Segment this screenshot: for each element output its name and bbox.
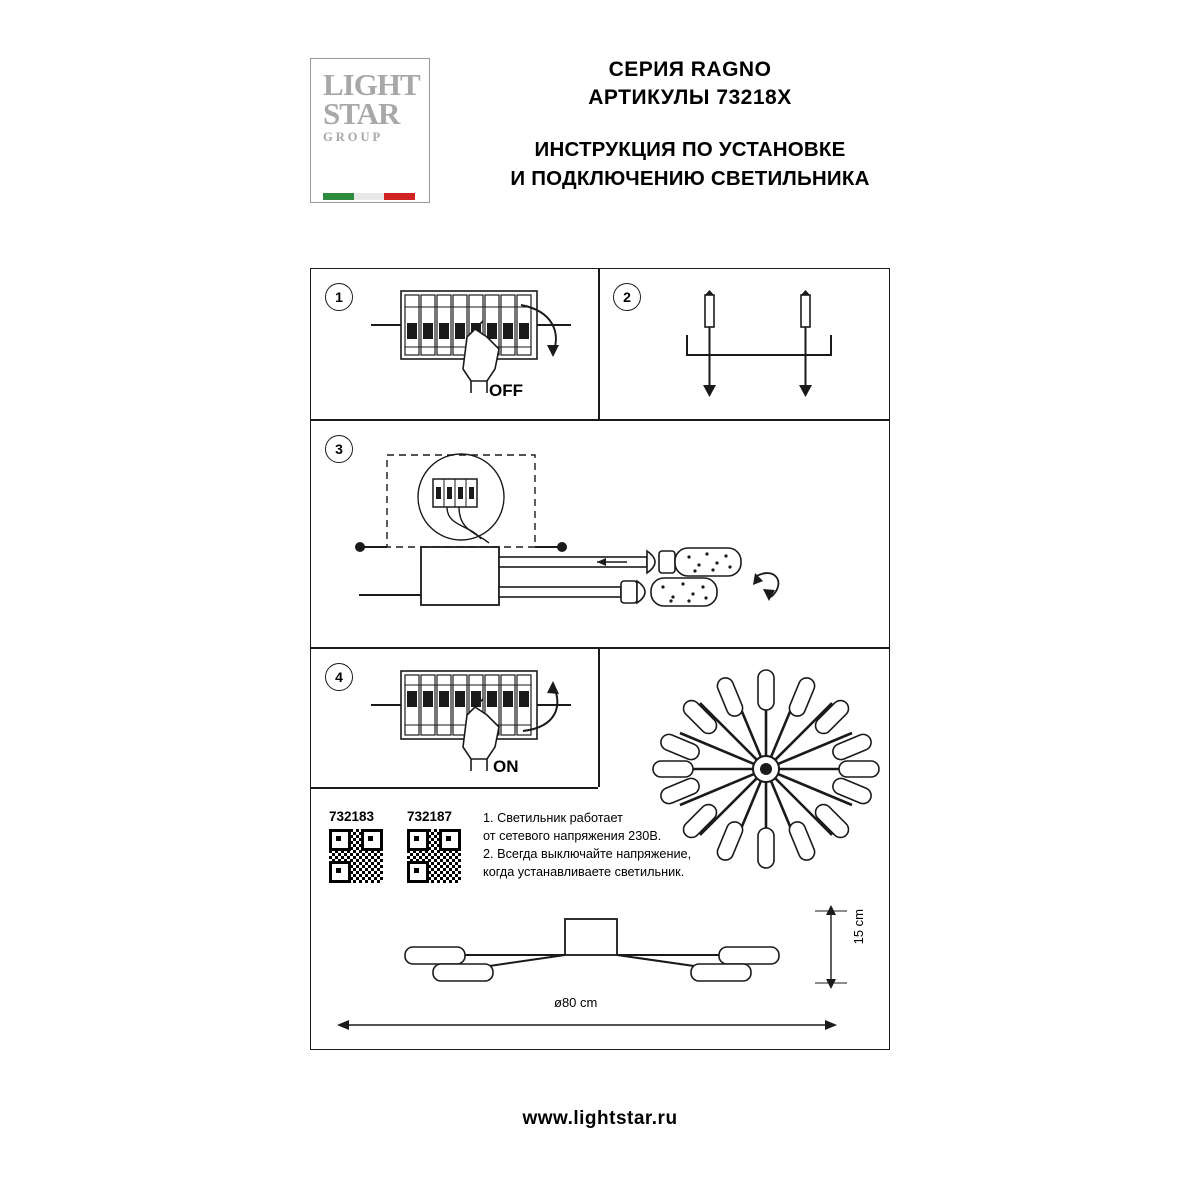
italian-flag-icon xyxy=(323,193,415,200)
note-line-4: когда устанавливаете светильник. xyxy=(483,865,685,880)
note-line-3: 2. Всегда выключайте напряжение, xyxy=(483,847,692,862)
logo-line-star: STAR xyxy=(323,95,400,131)
qr-code-image-2 xyxy=(407,829,461,883)
step4-label-on: ON xyxy=(493,757,519,776)
step1-label-off: OFF xyxy=(489,381,523,400)
height-dimension xyxy=(811,905,851,989)
qr-code-image-1 xyxy=(329,829,383,883)
step4-diagram xyxy=(371,657,596,785)
note-line-2: от сетевого напряжения 230В. xyxy=(483,829,662,844)
qr-code-label-1: 732183 xyxy=(329,809,375,824)
step3-diagram xyxy=(351,447,881,637)
logo xyxy=(310,58,430,203)
article-title: АРТИКУЛЫ 73218X xyxy=(588,86,792,109)
instruction-frame xyxy=(310,268,890,1050)
divider-col2 xyxy=(598,647,600,787)
notes-block xyxy=(483,809,733,881)
logo-line-group: GROUP xyxy=(323,129,384,144)
step-number-1: 1 xyxy=(325,283,353,311)
step1-diagram xyxy=(371,277,596,412)
document-title-line2: И ПОДКЛЮЧЕНИЮ СВЕТИЛЬНИКА xyxy=(510,167,870,191)
header-text xyxy=(490,58,890,192)
note-line-1: 1. Светильник работает xyxy=(483,811,623,825)
header xyxy=(310,58,890,208)
series-title: СЕРИЯ RAGNO xyxy=(608,58,772,81)
document-title-line1: ИНСТРУКЦИЯ ПО УСТАНОВКЕ xyxy=(534,138,846,161)
step-number-3: 3 xyxy=(325,435,353,463)
logo-text xyxy=(323,67,421,192)
divider-row3 xyxy=(311,787,598,789)
diameter-dimension-label: ø80 cm xyxy=(554,995,598,1010)
step2-diagram xyxy=(681,289,861,399)
diameter-dimension xyxy=(337,1017,837,1033)
step-number-2: 2 xyxy=(613,283,641,311)
logo-line-light: LIGHT xyxy=(323,67,420,102)
divider-row1 xyxy=(311,419,889,421)
divider-col1 xyxy=(598,269,600,419)
height-dimension-label: 15 cm xyxy=(851,909,866,945)
qr-code-label-2: 732187 xyxy=(407,809,453,824)
divider-row2 xyxy=(311,647,889,649)
product-side-view xyxy=(337,909,847,989)
footer-website: www.lightstar.ru xyxy=(522,1108,678,1129)
step-number-4: 4 xyxy=(325,663,353,691)
